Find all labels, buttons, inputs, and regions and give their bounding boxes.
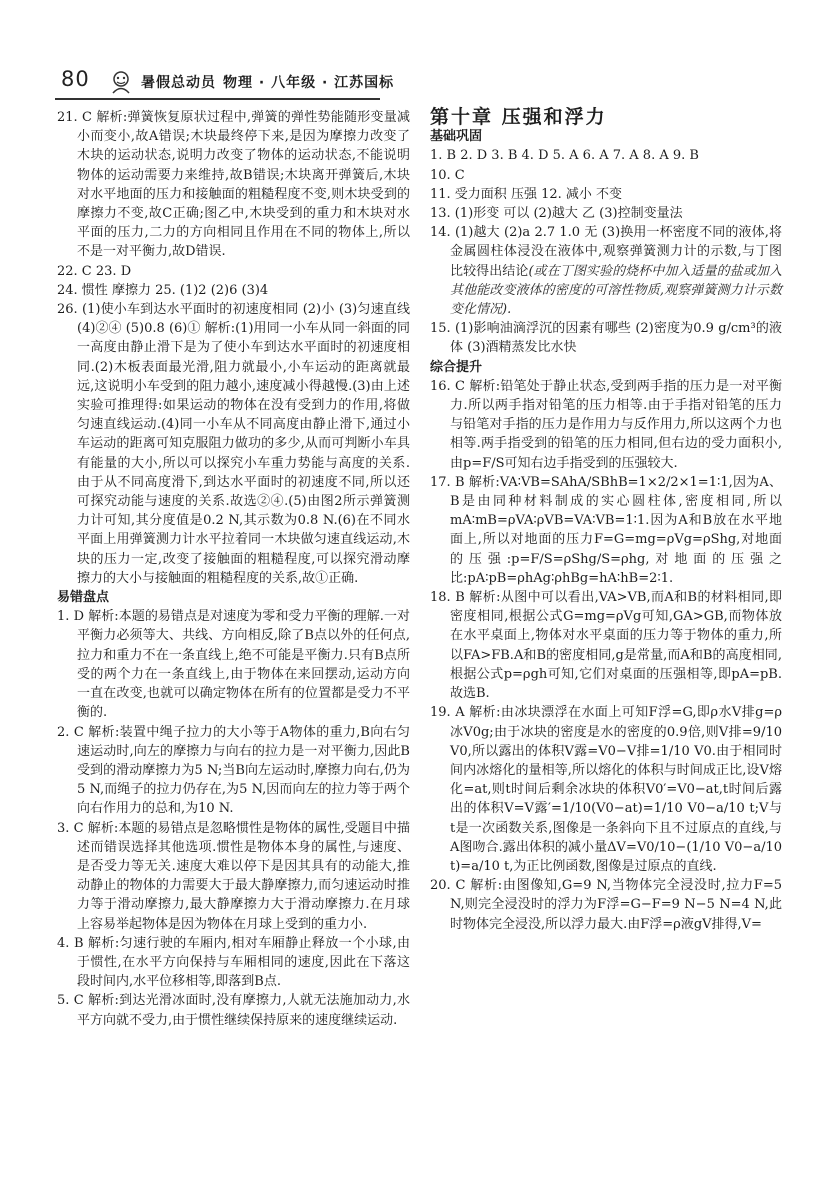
right-column bbox=[430, 108, 782, 934]
error-answer-4: 4. B 解析:匀速行驶的车厢内,相对车厢静止释放一个小球,由于惯性,在水平方向保持与车厢相同的速度,因此在下落这段时间内,水平位移相等,即落到B点. bbox=[57, 935, 410, 990]
comp-answer-17: 17. B 解析:VA∶VB=SAhA/SBhB=1×2/2×1=1∶1,因为A、B是由同种材料制成的实心圆柱体,密度相同,所以mA∶mB=ρVA∶ρVB=VA∶VB=1∶1.因为A和B放在水平地面上,所以对地面的压力F=G=mg=ρVg=ρShg,对地面的压强:p=F/S=ρShg/S=ρhg,对地面的压强之比:pA∶pB=ρhAg∶ρhBg=hA∶hB=2∶1. bbox=[430, 474, 782, 586]
error-answer-1: 1. D 解析:本题的易错点是对速度为零和受力平衡的理解.一对平衡力必须等大、共线、方向相反,除了B点以外的任何点,拉力和重力不在一条直线上,绝不可能是平衡力.只有B点所受的两个力在一条直线上,由于物体在来回摆动,运动方向一直在改变,也就可以确定物体在所有的位置都是受力不平衡的. bbox=[57, 609, 410, 721]
left-column bbox=[57, 108, 410, 1030]
basic-answer-11-12: 11. 受力面积 压强 12. 减小 不变 bbox=[430, 186, 623, 202]
basic-answer-13: 13. (1)形变 可以 (2)越大 乙 (3)控制变量法 bbox=[430, 206, 683, 222]
answer-24-25: 24. 惯性 摩擦力 25. (1)2 (2)6 (3)4 bbox=[57, 282, 269, 298]
page-number: 80 bbox=[61, 67, 90, 91]
basic-answers-1-9: 1. B 2. D 3. B 4. D 5. A 6. A 7. A 8. A 9. B bbox=[430, 148, 699, 164]
page-header bbox=[45, 67, 775, 101]
basic-answer-15: 15. (1)影响油滴浮沉的因素有哪些 (2)密度为0.9 g/cm³的液体 (3)酒精蒸发比水快 bbox=[430, 321, 782, 356]
comp-answer-20: 20. C 解析:由图像知,G=9 N,当物体完全浸没时,拉力F=5 N,则完全浸没时的浮力为F浮=G−F=9 N−5 N=4 N,此时物体完全浸没,所以浮力最大.由F浮=ρ液gV排得,V= bbox=[430, 878, 782, 932]
answer-22-23: 22. C 23. D bbox=[57, 263, 132, 279]
comp-answer-19: 19. A 解析:由冰块漂浮在水面上可知F浮=G,即ρ水V排g=ρ冰V0g;由于冰块的密度是水的密度的0.9倍,则V排=9/10 V0,所以露出的体积V露=V0−V排=1/10 V0.由于相同时间内冰熔化的量相等,所以熔化的体积与时间成正比,设V熔化=at,则t时间后剩余冰块的体积V0′=V0−at,t时间后露出的体积V=V露′=1/10(V0−at)=1/10 V0−a/10 t;V与t是一次函数关系,图像是一条斜向下且不过原点的直线,与A图吻合.露出体积的减小量ΔV=V0/10−(1/10 V0−a/10 t)=a/10 t,为正比例函数,图像是过原点的直线. bbox=[430, 705, 782, 874]
comp-answer-18: 18. B 解析:从图中可以看出,VA>VB,而A和B的材料相同,即密度相同,根据公式G=mg=ρVg可知,GA>GB,而物体放在水平桌面上,物体对水平桌面的压力等于物体的重力,所以FA>FB.A和B的密度相同,g是常量,而A和B的高度相同,根据公式p=ρgh可知,它们对桌面的压强相等,即pA=pB.故选B. bbox=[430, 590, 782, 702]
basic-answer-14-text: 14. (1)越大 (2)a 2.7 1.0 无 (3)换用一杯密度不同的液体,将金属圆柱体浸没在液体中,观察弹簧测力计的示数,与丁图比较得出结论 bbox=[430, 225, 782, 279]
error-answer-3: 3. C 解析:本题的易错点是忽略惯性是物体的属性,受题目中描述而错误选择其他选项.惯性是物体本身的属性,与速度、是否受力等无关.速度大难以停下是因其具有的动能大,推动静止的物体的力需要大于最大静摩擦力,而匀速运动时推力等于滑动摩擦力,最大静摩擦力大于滑动摩擦力.在月球上容易举起物体是因为物体在月球上受到的重力小. bbox=[57, 820, 410, 932]
section-heading-basic: 基础巩固 bbox=[430, 129, 483, 145]
header-rule bbox=[55, 98, 380, 100]
error-answer-2: 2. C 解析:装置中绳子拉力的大小等于A物体的重力,B向右匀速运动时,向左的摩擦力与向右的拉力是一对平衡力,因此B受到的滑动摩擦力为5 N;当B向左运动时,摩擦力向右,仍为5 N,而绳子的拉力仍存在,为5 N,因而向左的拉力等于两个向右作用力的总和,为10 N. bbox=[57, 724, 410, 817]
basic-answer-14 bbox=[430, 223, 782, 319]
basic-answer-10: 10. C bbox=[430, 167, 465, 183]
answer-26: 26. (1)使小车到达水平面时的初速度相同 (2)小 (3)匀速直线 (4)②④ (5)0.8 (6)① 解析:(1)用同一小车从同一斜面的同一高度由静止滑下是为了使小车到达水平面时的初速度相同.(2)木板表面最光滑,阻力就最小,小车运动的距离就最远,这说明小车受到的阻力越小,速度减小得越慢.(3)由上述实验可推理得:如果运动的物体在没有受到力的作用,将做匀速直线运动.(4)同一小车从不同高度由静止滑下,通过小车运动的距离可知克服阻力做功的多少,从而可判断小车具有能量的大小,所以可以探究小车重力势能与高度的关系.由于从不同高度滑下,到达水平面时的初速度不同,所以还可探究动能与速度的关系.故选②④.(5)由图2所示弹簧测力计可知,其分度值是0.2 N,其示数为0.8 N.(6)在不同水平面上用弹簧测力计水平拉着同一木块做匀速直线运动,木块的压力一定,改变了接触面的粗糙程度,可以探究滑动摩擦力的大小与接触面的粗糙程度的关系,故①正确. bbox=[57, 302, 410, 586]
section-heading-comprehensive: 综合提升 bbox=[430, 359, 483, 375]
error-answer-5: 5. C 解析:到达光滑冰面时,没有摩擦力,人就无法施加动力,水平方向就不受力,由于惯性继续保持原来的速度继续运动. bbox=[57, 993, 410, 1028]
chapter-title: 第十章 压强和浮力 bbox=[430, 106, 607, 128]
section-heading-error: 易错盘点 bbox=[57, 590, 110, 606]
brand-title: 暑假总动员 bbox=[141, 75, 216, 91]
answer-21: 21. C 解析:弹簧恢复原状过程中,弹簧的弹性势能随形变量减小而变小,故A错误;木块最终停下来,是因为摩擦力改变了木块的运动状态,说明力改变了物体的运动状态,不能说明物体的运动需要力来维持,故B错误;木块离开弹簧后,木块对水平地面的压力和接触面的粗糙程度不变,则木块受到的摩擦力不变,故C正确;图乙中,木块受到的重力和木块对水平面的压力,二力的方向相同且作用在不同的物体上,所以不是一对平衡力,故D错误. bbox=[57, 110, 410, 260]
handwritten-note: (或在丁图实验的烧杯中加入适量的盐或加入其他能改变液体的密度的可溶性物质,观察弹簧测力计示数变化情况). bbox=[450, 263, 782, 318]
cartoon-mascot-icon bbox=[107, 69, 135, 95]
comp-answer-16: 16. C 解析:铅笔处于静止状态,受到两手指的压力是一对平衡力.所以两手指对铅笔的压力相等.由于手指对铅笔的压力与铅笔对手指的压力是作用力与反作用力,所以这两个力也相等.两手指受到的铅笔的压力相同,但右边的受力面积小,由p=F/S可知右边手指受到的压强较大. bbox=[430, 378, 782, 471]
subject-title: 物理 · 八年级 · 江苏国标 bbox=[223, 75, 395, 91]
